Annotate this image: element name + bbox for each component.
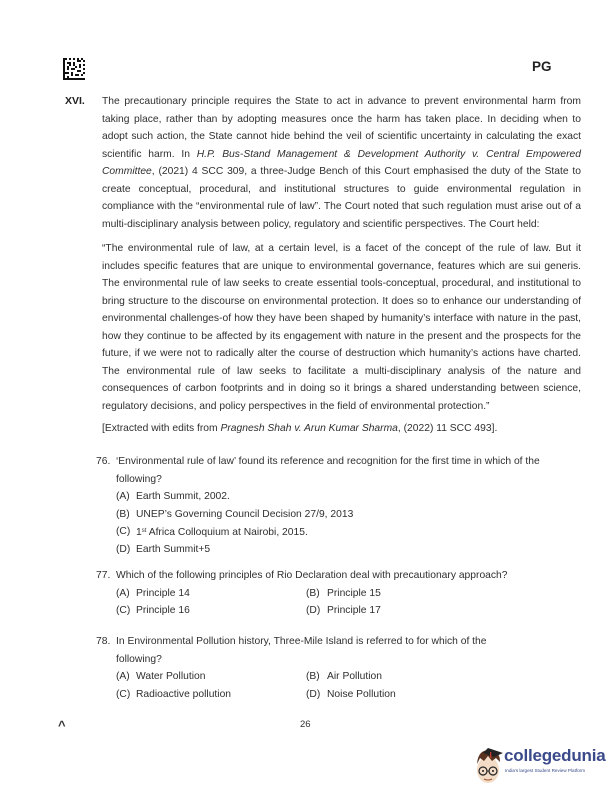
question-text: In Environmental Pollution history, Three-Mile Island is referred to for which of the following? — [116, 636, 487, 665]
option-c-label[interactable]: (C) — [116, 605, 131, 616]
data-matrix-code-icon — [63, 58, 85, 80]
option-a[interactable] — [96, 488, 581, 506]
question-77 — [96, 567, 581, 620]
option-b-label[interactable]: (B) — [306, 671, 320, 682]
question-number: 78. — [96, 636, 111, 647]
intro-text-part2: , (2021) 4 SCC 309, a three-Judge Bench of this Court emphasised the duty of the State to create conceptual, procedural, and institutional structures to guide environmental regulation in compliance with the “environmental rule of law”. The Court noted that such regulation must arise out of a multi-disciplinary analysis between policy, regulatory and scientific perspectives. The Court held: — [102, 166, 581, 230]
question-78 — [96, 633, 581, 703]
mascot-icon — [474, 744, 504, 786]
set-code: PG — [532, 59, 552, 74]
option-d-label[interactable]: (D) — [306, 688, 321, 700]
option-d-text[interactable]: Principle 17 — [327, 605, 381, 616]
option-row-ab — [96, 668, 581, 686]
logo-wordmark: collegedunia — [504, 746, 606, 765]
option-b-label[interactable]: (B) — [306, 587, 320, 599]
citation-line — [102, 420, 581, 438]
option-text: Earth Summit, 2002. — [136, 491, 230, 502]
option-text: Earth Summit+5 — [136, 543, 211, 555]
option-label: (A) — [116, 491, 130, 502]
case-citation-1: H.P. Bus-Stand Management & Development Authority v. Central Empowered Committee — [102, 148, 581, 177]
option-a-label[interactable]: (A) — [116, 587, 130, 599]
question-text: Which of the following principles of Rio Declaration deal with precautionary approach? — [116, 570, 508, 581]
option-text: UNEP’s Governing Council Decision 27/9, 2013 — [136, 508, 354, 520]
option-a-text[interactable]: Water Pollution — [136, 671, 206, 682]
citation-prefix: [Extracted with edits from — [102, 423, 221, 434]
option-d[interactable] — [96, 541, 581, 559]
option-label: (D) — [116, 543, 131, 555]
question-number: 76. — [96, 456, 111, 467]
option-c[interactable] — [96, 523, 581, 541]
page-number: 26 — [300, 719, 311, 730]
option-d-text[interactable]: Noise Pollution — [327, 688, 396, 700]
option-a-text[interactable]: Principle 14 — [136, 587, 190, 599]
option-b-text[interactable]: Air Pollution — [327, 671, 382, 682]
option-row-cd — [96, 602, 581, 620]
intro-text-part1: The precautionary principle requires the State to act in advance to prevent environmental harm from taking place, rather than by adopting measures once the harm has taken place. In deciding when to adopt such action, the State cannot hide behind the veil of scientific uncertainty in calculating the exact scientific harm. In — [102, 96, 581, 160]
option-label: (C) — [116, 526, 131, 537]
citation-suffix: , (2022) 11 SCC 493]. — [397, 423, 498, 434]
option-b-text[interactable]: Principle 15 — [327, 587, 381, 599]
question-number: 77. — [96, 570, 111, 581]
option-b[interactable] — [96, 506, 581, 524]
court-quote-paragraph — [102, 240, 581, 415]
option-text: 1st Africa Colloquium at Nairobi, 2015. — [136, 527, 308, 538]
option-row-cd — [96, 686, 581, 704]
logo-tagline: India's largest Student Review Platform — [505, 768, 586, 773]
option-row-ab — [96, 585, 581, 603]
court-quote: “The environmental rule of law, at a certain level, is a facet of the concept of the rule of law. But it includes specific features that are unique to environmental governance, features which are sui generis. The environmental rule of law seeks to create essential tools-conceptual, procedural, and institutional to bring structure to the discourse on environmental protection. It does so to enhance our understanding of environmental challenges-of how they have been shaped by humanity’s interface with nature in the past, how they continue to be affected by its engagement with nature in the present and the prospects for the future, if we were not to radically alter the course of destruction which humanity’s actions have charted. The environmental rule of law seeks to facilitate a multi-disciplinary analysis of the nature and consequences of carbon footprints and in doing so it brings a shared understanding between science, regulatory decisions, and policy perspectives in the field of environmental protection.” — [102, 243, 581, 412]
option-a-label[interactable]: (A) — [116, 671, 130, 682]
section-label: XVI. — [65, 95, 85, 107]
option-c-label[interactable]: (C) — [116, 688, 131, 700]
question-text: ‘Environmental rule of law’ found its reference and recognition for the first time in which of the following? — [116, 456, 540, 485]
citation-case: Pragnesh Shah v. Arun Kumar Sharma — [220, 423, 398, 434]
caret-up-icon: ^ — [58, 718, 66, 733]
question-76 — [96, 453, 581, 558]
option-d-label[interactable]: (D) — [306, 605, 321, 616]
collegedunia-logo[interactable] — [474, 744, 612, 788]
section-intro-paragraph — [102, 93, 581, 233]
option-c-text[interactable]: Radioactive pollution — [136, 688, 232, 700]
option-c-text[interactable]: Principle 16 — [136, 605, 190, 616]
option-label: (B) — [116, 508, 130, 520]
